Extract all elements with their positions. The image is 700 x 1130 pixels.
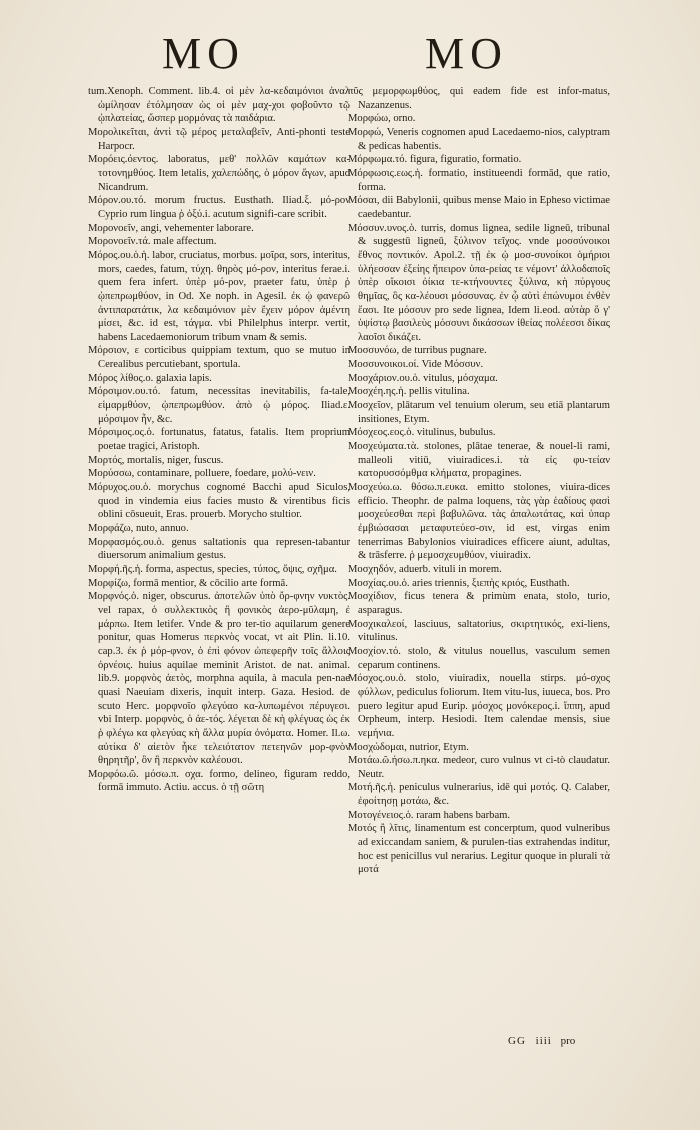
dictionary-entry: Μόρος λίθος.ο. galaxia lapis. xyxy=(88,372,212,384)
dictionary-entry: Μοτογένειος.ὁ. raram habens barbam. xyxy=(348,809,511,821)
dictionary-entry: Μόσσυν.υνος.ὁ. turris, domus lignea, sedile ligneū, tribunal & suggestū ligneū, ξύλινον τεῖχος. vnde μοσσύνοικοι ἔθνος ποντικόν. Apol.2. τῇ ἐκ ᾠ μοσ-συνοίκοι ὁμήριοι ὑλήεσσαν ἐξείης ἤπειρον ὑπα-ρείας τε νέμοντ' ἀλλοδαποῖς ὑπὲρ οἴκοισι ὀίκια τε-κτήνουντες ξύλινα, κὴ πύργους θημῖας, ὃς κα-λέουσι μόσσυνας. ἐν ᾧ αὐτὶ ἐπώνυμοι ἐνθὲν ἔασι. Ite μόσσυν pro sede lignea, Idem li.eod. αὐτὰρ ὅ γ' ὑψίστῳ βασιλεὺς μόσσυνι δικάσσων ἰθείας πολέεσσι δίκας λαοῖσι δικάζει. xyxy=(348,222,610,343)
left-column xyxy=(88,85,350,795)
dictionary-entry: Μορφώ, Veneris cognomen apud Lacedaemo-nios, calyptram & pedicas habentis. xyxy=(348,126,610,152)
dictionary-entry: Μορφασμός.ου.ὁ. genus saltationis qua represen-tabantur diuersorum animalium gestus. xyxy=(88,536,350,562)
running-head-left: MO xyxy=(162,29,245,78)
dictionary-entry: Μόσχεος.εος.ὁ. vitulinus, bubulus. xyxy=(348,427,496,439)
page-footer xyxy=(508,1035,575,1047)
dictionary-entry: Μόρφωσις.εως.ἡ. formatio, institueendi formād, que ratio, forma. xyxy=(348,167,610,193)
dictionary-entry: Μόρος.ου.ὁ.ἡ. labor, cruciatus, morbus. μοῖρα, sors, interitus, mors, caedes, fatum, τύχη. θηρὸς μό-ρον, interitus ferae.i. quem fera infert. ὑπὲρ μό-ρον, praeter fatu, ὑπὲρ ῥ ᾠπεπρωμθύον, in Od. Xe noph. in Agesil. ἐκ ᾠ φανερῶ ἀντιπαρατάτικ, λα κεδαιμόνιον μὲν ἔχειν μόρον ἀμέντη μίσει, &c. id est, τάγμα. vbi Philelphus interpr. vertit, habens Lacedaemoniorum tribum vnam & semis. xyxy=(88,249,350,343)
dictionary-entry: Μοσχέη.ης.ἡ. pellis vitulina. xyxy=(348,386,470,398)
dictionary-entry: Μορονοεῖν.τά. male affectum. xyxy=(88,236,217,248)
dictionary-entry: Μορολικεῖται, ἀντὶ τῷ μέρος μεταλαβεῖν, Anti-phonti teste Harpocr. xyxy=(88,126,350,152)
dictionary-entry: Μοσχεύματα.τὰ. stolones, plātae tenerae, & nouel-li rami, malleoli vitiū, viuiradices.i. τὰ εἰς φυ-τείαν κατορυσσόμθμα κλήματα, propagines. xyxy=(348,441,610,480)
dictionary-entry: Μοσχηδόν, aduerb. vituli in morem. xyxy=(348,563,502,575)
dictionary-entry: Μοσχώδομαι, nutrior, Etym. xyxy=(348,741,469,753)
dictionary-entry: Μόρυχος.ου.ὁ. morychus cognomé Bacchi apud Siculos, quod in vindemia eius facies musto & virentibus ficis oblini cōsueuit, Eras. prouerb. Morycho stultior. xyxy=(88,482,350,521)
dictionary-entry: Μορφνός.ὁ. niger, obscurus. ἀποτελῶν ὑπὸ ὄρ-φνην νυκτὸς. vel rapax, ὁ συλλεκτικὸς ἢ φονικὸς ἀερο-μῦλαμη, ἐ μάρπω. Item letifer. Vnde & pro ter-tio aquilarum genere ponitur, quas Homerus περκνὸς vocat, vt ait Plin. li.10. cap.3. ἐκ ῥ μόρ-φνον, ὁ ἐπὶ φόνον ὠπεφερῆν τοῖς ἄλλοις ὀρνέοις. huius aquilae meminit Aristot. de nat. animal. lib.9. μορφνὸς ἀετὸς, morphna aquila, à macula pen-nae quasi Naeuiam dixeris, inquit interp. Gaza. Hesiod. de scuto Herc. μορφνοῖο φλεγύαο κα-λυπωμένοι πέρυγεσι. vbi Interp. μορφνὸς, ὁ ἀε-τός. λέγεται δὲ κὴ φλέγυας ὡς ἐκ ῥ φλέγω κα φλεγύας κὴ ἄλλα μυρία ὀνόματα. Homer. Il.ω. αὐτίκα δ' αἰετὸν ἦκε τελειότατον πετεηνῶν μορ-φνὸν θηρητῆρ', ὃν ἢ περκνὸν καλέουσι. xyxy=(88,591,350,767)
dictionary-entry: Μοσχίδιον, ficus tenera & primùm enata, stolo, turio, asparagus. xyxy=(348,591,610,616)
dictionary-entry: Μορονοεῖν, angi, vehementer laborare. xyxy=(88,222,254,234)
running-head-right: MO xyxy=(425,29,508,78)
dictionary-entry: Μορόεις.όεντος. laboratus, μεθ' πολλῶν καμάτων κα-τοτονημθύος. Item letalis, χαλεπώδης, ὁ μόρον ἄγων, apud Nicandrum. xyxy=(88,154,350,193)
dictionary-entry: Μόσαι, dii Babylonii, quibus mense Maio in Epheso victimae caedebantur. xyxy=(348,195,610,220)
dictionary-entry: Μορφή.ῆς.ἡ. forma, aspectus, species, τύπος, ὄψις, σχῆμα. xyxy=(88,563,337,575)
dictionary-entry: Μοσσυνόω, de turribus pugnare. xyxy=(348,345,487,357)
catchword: pro xyxy=(560,1035,576,1047)
dictionary-entry: Μόρφωμα.τό. figura, figuratio, formatio. xyxy=(348,154,522,166)
dictionary-entry: tum.Xenoph. Comment. lib.4. οἱ μὲν λα-κεδαιμόνιοι ἀναλ ὡμίλησαν ἐτόλμησαν ὡς οἱ μὲν μαχ-χοι φοβοῦντο τῷ ᾠπλατείας, ὥσπερ μορμόνας τὰ παιδάρια. xyxy=(88,86,350,125)
dictionary-entry: Μοσχίας.ου.ὁ. aries triennis, ξιεπὴς κριός, Eusthath. xyxy=(348,577,570,589)
dictionary-entry: Μορφίζω, formā mentior, & cōcilio arte formā. xyxy=(88,577,288,589)
dictionary-entry: Μορφάζω, nuto, annuo. xyxy=(88,523,189,534)
right-column xyxy=(348,85,610,877)
dictionary-entry: Μορτός, mortalis, niger, fuscus. xyxy=(88,454,224,466)
dictionary-entry: Μοτός ἢ λῖτις, linamentum est concerptum, quod vulneribus ad exiccandam saniem, & purulen-tias extrahendas inditur, hoc est penicillus vul nerarius. Legitur quoque in plurali τὰ μοτά xyxy=(348,823,610,876)
dictionary-entry: Μορύσσω, contaminare, polluere, foedare, μολύ-νειν. xyxy=(88,468,316,480)
dictionary-entry: πῦς μεμορφωμθύος, qui eadem fide est infor-matus, Nazanzenus. xyxy=(348,86,610,111)
running-head xyxy=(0,28,700,78)
dictionary-entry: Μόρον.ου.τό. morum fructus. Eusthath. Iliad.ξ. μό-ρον Cyprio rum lingua ῥ ὀξύ.i. acutum signifi-care scribit. xyxy=(88,195,350,220)
dictionary-entry: Μοσχικαλεοί, lasciuus, saltatorius, σκιρτητικός, exi-liens, vitulinus. xyxy=(348,618,610,644)
dictionary-entry: Μοσχεύω.ω. θόσω.π.ευκα. emitto stolones, viuira-dices efficio. Theophr. de palma loquens, τὰς γὰρ ἑαδίους φασὶ μοσχεύεσθαι περὶ βαβυλῶνα. τὰς ἀπαλωτάτας, καὶ ὑπαρ ἐμβιώσασαι μεταφυτεύεσ-σιν, id est, virgas enim tenerrimas Babylonios viuiradices efficere aiunt, adultas, & trāsferre. ῥ μεμοσχευμθύον, viuiradix. xyxy=(348,482,610,562)
dictionary-entry: Μοσχίον.τό. stolo, & vitulus nouellus, vasculum semen ceparum continens. xyxy=(348,645,610,671)
dictionary-entry: Μοσχάριον.ου.ὁ. vitulus, μόσχαμα. xyxy=(348,372,498,384)
dictionary-entry: Μόσχος.ου.ὁ. stolo, viuiradix, nouella stirps. μό-σχος φύλλων, pediculus foliorum. Item vitu-lus, iuueca, bos. Pro puero legitur apud Eurip. μόσχος μονόκερος.i. ἵππη, apud Orpheum, interp. Hesiodi. Item calendae mensis, siue νεμήνια. xyxy=(348,673,610,739)
dictionary-entry: Μορφώω, orno. xyxy=(348,113,416,125)
dictionary-entry: Μόρσιον, ε corticibus quippiam textum, quo se mutuo in Cerealibus percutiebant, sportula. xyxy=(88,345,350,371)
dictionary-entry: Μόρσιμος.ος.ὁ. fortunatus, fatatus, fatalis. Item proprium poetae tragici, Aristoph. xyxy=(88,427,350,453)
dictionary-entry: Μοσσυνοικοι.οί. Vide Μόσσυν. xyxy=(348,359,484,371)
dictionary-entry: Μοσχεῖον, plātarum vel tenuium olerum, seu etiā plantarum insitiones, Etym. xyxy=(348,400,610,425)
dictionary-entry: Μοτάω.ῶ.ήσω.π.ηκα. medeor, curo vulnus vt ci-tò claudatur. Neutr. xyxy=(348,755,610,780)
dictionary-entry: Μορφόω.ῶ. μόσω.π. σχα. formo, delineo, figuram reddo, formā immuto. Actiu. accus. ὁ τῇ σῶτη xyxy=(88,768,350,794)
dictionary-entry: Μοτή.ῆς.ἡ. peniculus vulnerarius, idē qui μοτός. Q. Calaber, ἐφοίτησῃ μοτάω, &c. xyxy=(348,782,610,808)
dictionary-entry: Μόρσιμον.ου.τό. fatum, necessitas inevitabilis, fa-tale, εἱμαρμθύον, ᾠπεπρωμθύον. ἀπὸ ᾠ μόρος. Iliad.ε. μόρσιμον ἦν, &c. xyxy=(88,386,350,425)
signature-mark: GG iiii xyxy=(508,1035,552,1047)
